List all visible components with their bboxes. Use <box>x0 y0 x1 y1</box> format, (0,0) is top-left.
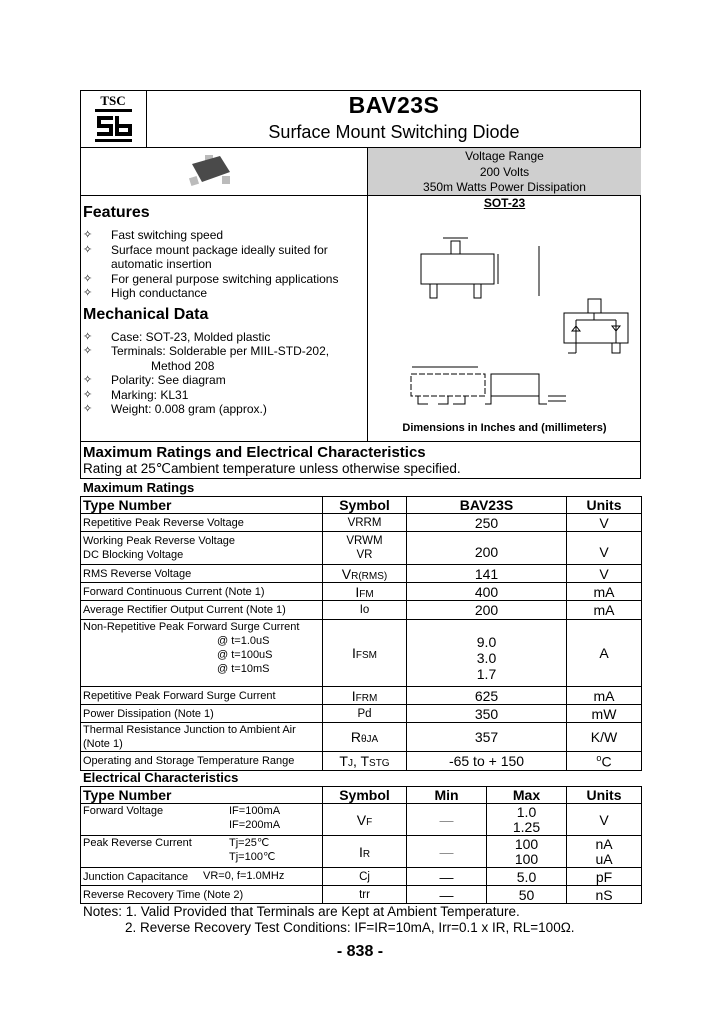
table-row: Average Rectifier Output Current (Note 1) Io 200 mA <box>81 601 642 620</box>
notes <box>83 904 575 936</box>
diagram-title: SOT-23 <box>483 196 526 210</box>
table-row: Operating and Storage Temperature Range TJ, TSTG -65 to + 150 $^o$C <box>81 752 642 771</box>
max-ratings-label: Maximum Ratings <box>83 480 195 495</box>
power-dissipation: 350m Watts Power Dissipation <box>423 180 586 194</box>
note-2: 2. Reverse Recovery Test Conditions: IF=IR=10mA, Irr=0.1 x IR, RL=100Ω. <box>125 920 575 935</box>
note-1: Notes: 1. Valid Provided that Terminals are Kept at Ambient Temperature. <box>83 904 520 919</box>
tsc-logo <box>80 90 147 148</box>
bullet-icon: ✧ <box>83 287 93 299</box>
bullet-icon: ✧ <box>83 243 93 256</box>
ratings-section-title: Maximum Ratings and Electrical Characteristics <box>83 444 426 461</box>
logo-text: TSC <box>100 93 126 108</box>
sot23-dimension-drawing <box>368 196 641 441</box>
list-item: ✧ High conductance <box>83 286 208 300</box>
bullet-icon: ✧ <box>83 272 93 285</box>
bullet-icon: ✧ <box>83 345 93 357</box>
table-row: RMS Reverse Voltage VR(RMS) 141 V <box>81 565 642 583</box>
part-number: BAV23S <box>348 92 440 118</box>
voltage-value: 200 Volts <box>479 164 530 179</box>
voltage-range-label: Voltage Range <box>465 149 544 163</box>
table-header-row: Type Number Symbol BAV23S Units <box>81 497 642 514</box>
table-row: Reverse Recovery Time (Note 2) trr — 50 nS <box>81 886 642 904</box>
electrical-table <box>80 786 642 904</box>
table-row: Repetitive Peak Reverse Voltage VRRM 250 V <box>81 514 642 532</box>
list-item: ✧ Terminals: Solderable per MIIL-STD-202, <box>83 344 330 358</box>
list-item: ✧ Surface mount package ideally suited for <box>83 242 328 257</box>
table-row: Repetitive Peak Forward Surge Current IFRM 625 mA <box>81 687 642 705</box>
list-item: ✧ For general purpose switching applications <box>83 271 339 286</box>
bullet-icon: ✧ <box>83 403 93 415</box>
subtitle: Surface Mount Switching Diode <box>268 122 520 142</box>
features-section <box>80 196 368 441</box>
page-number: - 838 - <box>336 943 384 960</box>
mechanical-title: Mechanical Data <box>83 305 209 323</box>
features-list <box>83 228 367 301</box>
diagram-caption: Dimensions in Inches and (millimeters) <box>402 422 607 434</box>
ratings-section-header <box>80 441 641 479</box>
table-row: Forward Voltage IF=100mA IF=200mA VF — 1.0 1.25 V <box>81 804 642 836</box>
table-row: Non-Repetitive Peak Forward Surge Current @ t=1.0uS @ t=100uS @ t=10mS IFSM 9.0 3.0 1.7 A <box>81 620 642 687</box>
max-ratings-table <box>80 496 642 771</box>
bullet-icon: ✧ <box>83 374 93 386</box>
spec-summary <box>368 148 641 196</box>
title-block <box>147 90 641 148</box>
bullet-icon: ✧ <box>83 388 93 401</box>
electrical-label: Electrical Characteristics <box>83 770 239 785</box>
list-item: automatic insertion <box>111 257 212 271</box>
features-title: Features <box>83 204 150 221</box>
table-row: Working Peak Reverse Voltage DC Blocking Voltage VRWM VR 200 V <box>81 532 642 565</box>
ratings-section-note: Rating at 25℃ambient temperature unless otherwise specified. <box>83 461 461 476</box>
table-row: Peak Reverse Current Tj=25℃ Tj=100℃ IR — 100 100 nA uA <box>81 836 642 868</box>
table-row: Thermal Resistance Junction to Ambient Air (Note 1) RθJA 357 K/W <box>81 723 642 752</box>
mechanical-list <box>83 330 367 417</box>
table-row: Forward Continuous Current (Note 1) IFM 400 mA <box>81 583 642 601</box>
bullet-icon: ✧ <box>83 229 93 241</box>
package-photo <box>80 148 368 196</box>
list-item: ✧ Case: SOT-23, Molded plastic <box>83 329 271 344</box>
list-item: ✧ Fast switching speed <box>83 228 224 242</box>
bullet-icon: ✧ <box>83 330 93 343</box>
table-header-row: Type Number Symbol Min Max Units <box>81 787 642 804</box>
table-row: Junction Capacitance VR=0, f=1.0MHz Cj — 5.0 pF <box>81 868 642 886</box>
list-item: ✧ Marking: KL31 <box>83 387 189 402</box>
list-item: ✧ Weight: 0.008 gram (approx.) <box>83 402 267 416</box>
list-item: ✧ Polarity: See diagram <box>83 373 226 387</box>
table-row: Power Dissipation (Note 1) Pd 350 mW <box>81 705 642 723</box>
list-item: Method 208 <box>151 358 215 373</box>
